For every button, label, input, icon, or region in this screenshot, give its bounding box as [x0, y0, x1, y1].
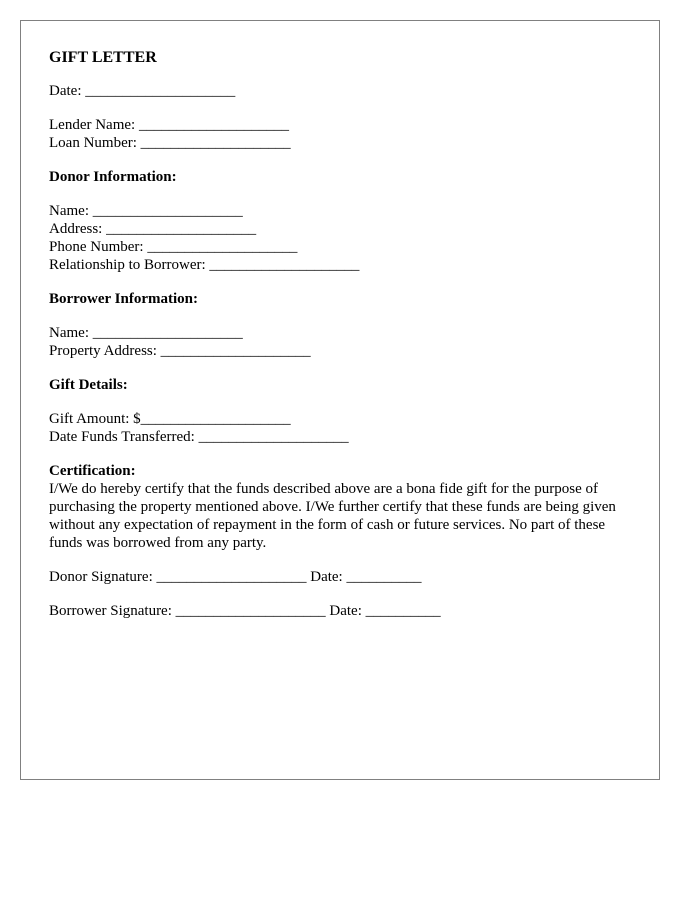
gift-amount-field[interactable]: Gift Amount: $____________________ — [49, 411, 291, 427]
borrower-signature-field[interactable]: Borrower Signature: ____________________ Date: __________ — [49, 603, 441, 619]
borrower-section — [49, 324, 631, 360]
date-section — [49, 82, 631, 100]
certification-heading: Certification: — [49, 463, 136, 479]
loan-number-field[interactable]: Loan Number: ____________________ — [49, 135, 291, 151]
donor-phone-field[interactable]: Phone Number: ____________________ — [49, 239, 298, 255]
certification-text: I/We do hereby certify that the funds described above are a bona fide gift for the purpose of purchasing the property mentioned above. I/We further certify that these funds are being given without any expectation of repayment in the form of cash or future services. No part of these funds was borrowed from any party. — [49, 481, 616, 551]
date-funds-transferred-field[interactable]: Date Funds Transferred: ____________________ — [49, 429, 349, 445]
property-address-field[interactable]: Property Address: ____________________ — [49, 343, 311, 359]
gift-section — [49, 410, 631, 446]
lender-name-field[interactable]: Lender Name: ____________________ — [49, 117, 289, 133]
date-field[interactable]: Date: ____________________ — [49, 83, 236, 99]
donor-section — [49, 202, 631, 274]
donor-information-heading: Donor Information: — [49, 169, 177, 185]
borrower-information-heading: Borrower Information: — [49, 291, 199, 307]
gift-details-heading: Gift Details: — [49, 377, 128, 393]
lender-section — [49, 116, 631, 152]
document-title: GIFT LETTER — [49, 49, 157, 66]
donor-address-field[interactable]: Address: ____________________ — [49, 221, 257, 237]
donor-name-field[interactable]: Name: ____________________ — [49, 203, 243, 219]
borrower-name-field[interactable]: Name: ____________________ — [49, 325, 243, 341]
donor-signature-field[interactable]: Donor Signature: ____________________ Date: __________ — [49, 569, 422, 585]
donor-relationship-field[interactable]: Relationship to Borrower: ____________________ — [49, 257, 360, 273]
borrower-signature-section — [49, 602, 631, 620]
gift-letter-page — [20, 20, 660, 780]
donor-signature-section — [49, 568, 631, 586]
certification-section — [49, 462, 631, 552]
